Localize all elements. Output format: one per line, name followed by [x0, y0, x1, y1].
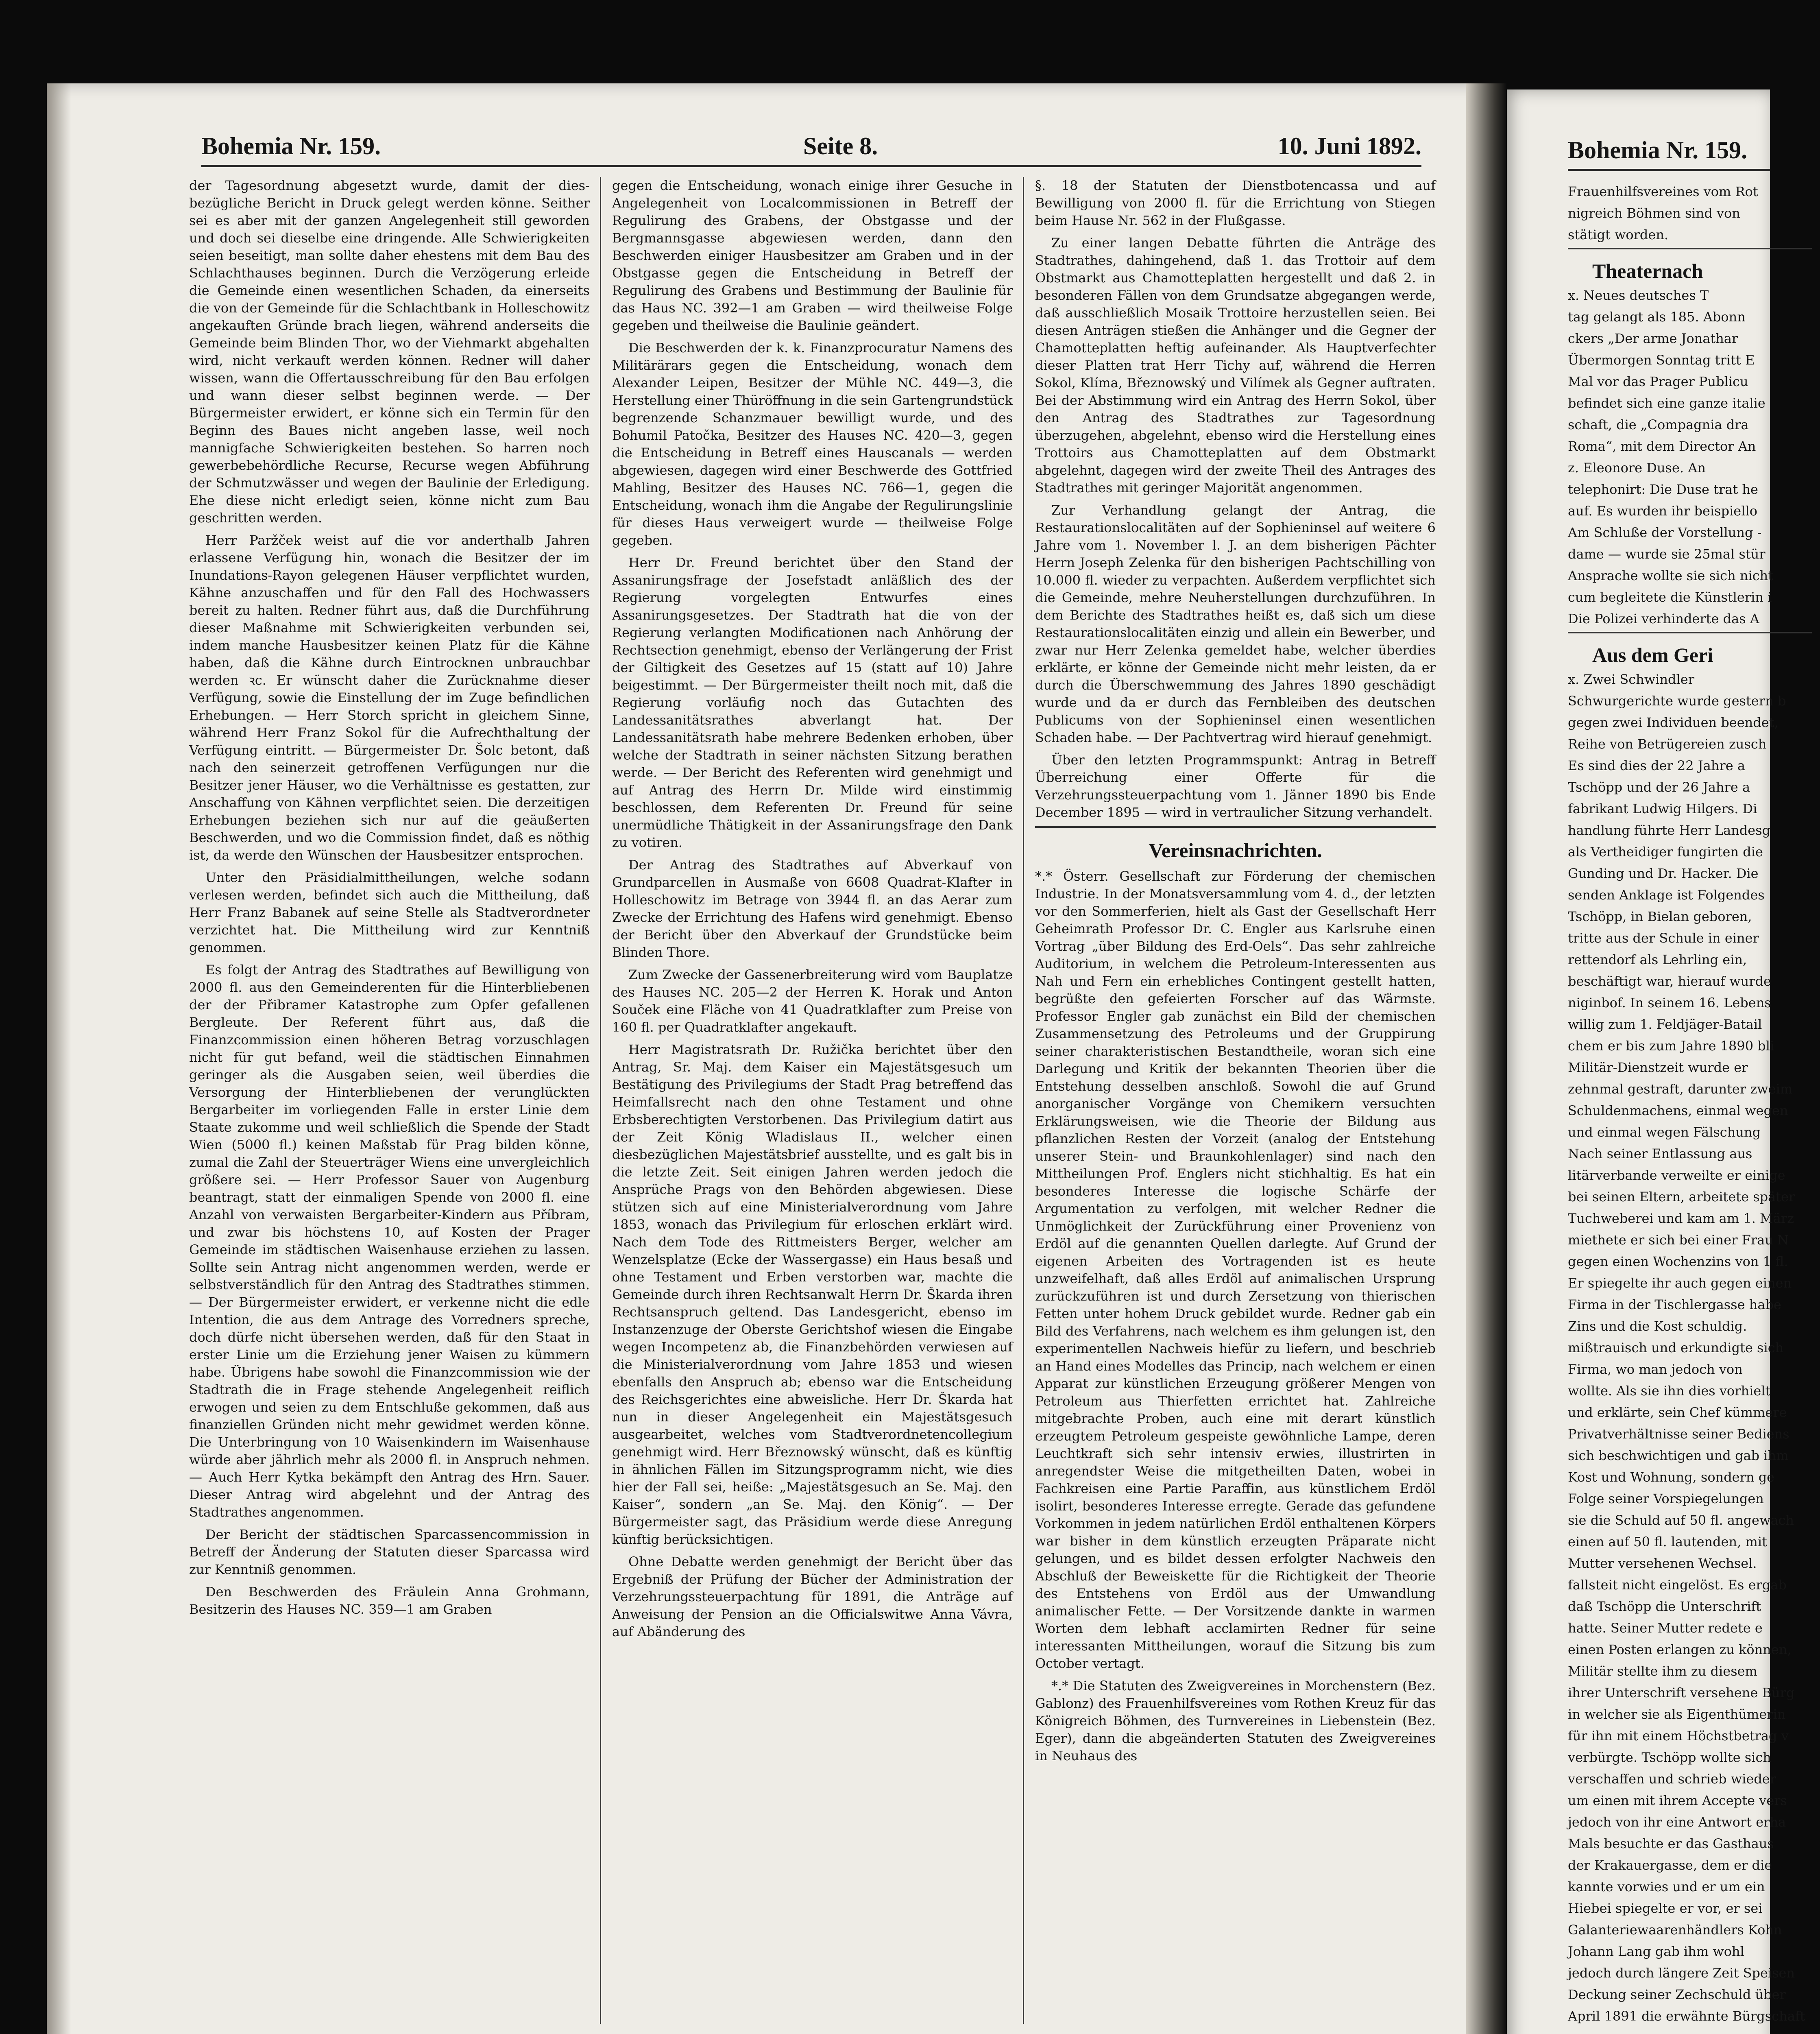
column-paragraph: Der Bericht der städtischen Sparcassencommission in Betreff der Änderung der Statuten dieser Sparcassa wird zur Kenntniß genommen. — [189, 1527, 590, 1577]
text-line: und erklärte, sein Chef kümmere — [1568, 1405, 1787, 1420]
text-line: x. Neues deutsches T — [1568, 288, 1709, 303]
text-line: befindet sich eine ganze italie — [1568, 395, 1766, 411]
text-line: für ihn mit einem Höchstbetrag v — [1568, 1728, 1789, 1744]
column-paragraph: §. 18 der Statuten der Dienstbotencassa und auf Bewilligung von 2000 fl. für die Errichtung von Stiegen beim Hause Nr. 562 in der Flußgasse. — [1035, 178, 1436, 228]
column-paragraph: der Tagesordnung abgesetzt wurde, damit der dies-bezügliche Bericht in Druck gelegt werden könne. Seither sei es aber mit der ganzen Angelegenheit still geworden und doch sei dieselbe eine dringende. Alle Schwierigkeiten seien beseitigt, man sollte daher ehestens mit dem Bau des Schlachthauses beginnen. Durch die Verzögerung erleide die Gemeinde einen wesentlichen Schaden, da einerseits die von der Gemeinde für die Schlachtbank in Holleschowitz angekauften Gründe brach liegen, während anderseits die Gemeinde beim Blinden Thor, wo der Viehmarkt abgehalten wird, nicht verkauft werden können. Redner will daher wissen, wann die Offertausschreibung für den Bau erfolgen und wann dieser selbst beginnen werde. — Der Bürgermeister erwidert, er könne sich ein Termin für den Beginn des Baues nicht angeben lasse, weil noch mannigfache Schwierigkeiten bestehen. So harren noch gewerbebehördliche Recurse, Recurse wegen Abführung der Schmutzwässer und wegen der Baulinie der Erledigung. Ehe diese nicht erledigt seien, könne nicht zum Bau geschritten werden. — [189, 178, 590, 526]
text-line: Zins und die Kost schuldig. — [1568, 1318, 1747, 1334]
text-line: sie die Schuld auf 50 fl. angewach — [1568, 1512, 1794, 1528]
text-line: Mutter versehenen Wechsel. — [1568, 1556, 1757, 1571]
text-line: einen Posten erlangen zu können, — [1568, 1642, 1792, 1657]
column-paragraph: Zum Zwecke der Gassenerbreiterung wird vom Bauplatze des Hauses NC. 205—2 der Herren K. Horak und Anton Souček eine Fläche von 41 Quadratklafter zum Preise von 160 fl. per Quadratklafter angekauft. — [612, 967, 1013, 1035]
text-line: ihrer Unterschrift versehene Bürg — [1568, 1685, 1795, 1700]
text-line: Mals besuchte er das Gasthaus — [1568, 1836, 1774, 1851]
text-line: cum begleitete die Künstlerin i — [1568, 589, 1772, 605]
section-rule — [1568, 632, 1812, 633]
text-line: tag gelangt als 185. Abonn — [1568, 309, 1746, 325]
column-paragraph: gegen die Entscheidung, wonach einige ihrer Gesuche in Angelegenheit von Localcommissionen in Betreff der Regulirung des Grabens, der Obstgasse und der Bergmannsgasse abgewiesen werden, dann den Beschwerden einiger Hausbesitzer am Graben und in der Obstgasse gegen die Entscheidung in Betreff der Regulirung des Grabens und Bestimmung der Baulinie für das Haus NC. 392—1 am Graben — wird theilweise Folge gegeben und theilweise die Baulinie geändert. — [612, 178, 1013, 333]
text-line: Deckung seiner Zechschuld über — [1568, 1987, 1786, 2002]
text-line: telephonirt: Die Duse trat he — [1568, 482, 1758, 497]
text-line: chem er bis zum Jahre 1890 bli — [1568, 1038, 1774, 1054]
column-paragraph: Über den letzten Programmspunkt: Antrag in Betreff Überreichung einer Offerte für die Verzehrungssteuerpachtung vom 1. Jänner 1890 bis Ende December 1895 — wird in vertraulicher Sitzung verhandelt. — [1035, 752, 1436, 820]
right-page-column — [1568, 183, 1820, 2029]
text-line: daß Tschöpp die Unterschrift — [1568, 1599, 1761, 1614]
text-line: Reihe von Betrügereien zusch — [1568, 736, 1767, 752]
text-line: Firma in der Tischlergasse habe — [1568, 1297, 1781, 1312]
text-line: fabrikant Ludwig Hilgers. Di — [1568, 801, 1757, 816]
text-line: litärverbande verweilte er einige — [1568, 1168, 1785, 1183]
column-paragraph: Den Beschwerden des Fräulein Anna Grohmann, Besitzerin des Hauses NC. 359—1 am Graben — [189, 1584, 590, 1617]
text-line: Tschöpp und der 26 Jahre a — [1568, 779, 1750, 795]
column-paragraph: *.* Die Statuten des Zweigvereines in Morchenstern (Bez. Gablonz) des Frauenhilfsvereines vom Rothen Kreuz für das Königreich Böhmen, des Turnvereines in Liebenstein (Bez. Eger), dann die abgeänderten Statuten des Zweigvereines in Neuhaus des — [1035, 1678, 1436, 1763]
header-page-number: Seite 8. — [803, 133, 878, 159]
column-3 — [1035, 177, 1436, 2024]
text-line: Militär stellte ihm zu diesem — [1568, 1663, 1757, 1679]
text-line: tritte aus der Schule in einer — [1568, 930, 1759, 946]
text-line: April 1891 die erwähnte Bürgschaft — [1568, 2008, 1805, 2024]
section-rule — [1568, 248, 1812, 249]
section-title-theaternachrichten: Theaternach — [1592, 260, 1703, 282]
text-line: x. Zwei Schwindler — [1568, 672, 1694, 687]
text-line: nigreich Böhmen sind von — [1568, 205, 1740, 221]
text-line: verbürgte. Tschöpp wollte sich — [1568, 1750, 1771, 1765]
text-line: dame — wurde sie 25mal stür — [1568, 546, 1766, 562]
text-line: gegen zwei Individuen beendet, — [1568, 715, 1779, 730]
text-line: senden Anklage ist Folgendes — [1568, 887, 1765, 903]
text-line: bei seinen Eltern, arbeitete später — [1568, 1189, 1795, 1205]
text-line: Er spiegelte ihr auch gegen einen — [1568, 1275, 1792, 1291]
text-line: fallsteit nicht eingelöst. Es ergab — [1568, 1577, 1787, 1593]
text-line: Schwurgerichte wurde gestern b — [1568, 693, 1786, 709]
section-rule — [1035, 826, 1436, 828]
text-line: Roma“, mit dem Director An — [1568, 439, 1756, 454]
text-line: z. Eleonore Duse. An — [1568, 460, 1706, 476]
header-newspaper-issue: Bohemia Nr. 159. — [201, 133, 381, 159]
column-paragraph: Die Beschwerden der k. k. Finanzprocuratur Namens des Militärärars gegen die Entscheidung, wonach dem Alexander Leipen, Besitzer der Mühle NC. 449—3, die Herstellung einer Thüröffnung in die sein Gartengrundstück begrenzende Schanzmauer bewilligt wurde, und des Bohumil Patočka, Besitzer des Hauses NC. 420—3, gegen die Entscheidung in Betreff eines Hauscanals — werden abgewiesen, dagegen wird einer Beschwerde des Gottfried Mahling, Besitzer des Hauses NC. 766—1, gegen die Entscheidung, wonach ihm die Angabe der Regulirungslinie für dieses Haus verweigert wurde — theilweise Folge gegeben. — [612, 340, 1013, 548]
header-date: 10. Juni 1892. — [1277, 133, 1421, 159]
section-title-vereinsnachrichten: Vereinsnachrichten. — [1149, 839, 1322, 862]
text-line: beschäftigt war, hierauf wurde — [1568, 973, 1771, 989]
text-line: Übermorgen Sonntag tritt E — [1568, 352, 1755, 368]
text-line: Frauenhilfsvereines vom Rot — [1568, 184, 1758, 199]
text-line: in welcher sie als Eigenthümerin — [1568, 1707, 1786, 1722]
text-line: und einmal wegen Fälschung — [1568, 1124, 1761, 1140]
text-line: rettendorf als Lehrling ein, — [1568, 952, 1747, 967]
text-line: verschaffen und schrieb wieder — [1568, 1771, 1776, 1787]
text-line: als Vertheidiger fungirten die — [1568, 844, 1763, 860]
column-paragraph: Es folgt der Antrag des Stadtrathes auf Bewilligung von 2000 fl. aus den Gemeinderenten für die Hinterbliebenen der der Přibramer Katastrophe zum Opfer gefallenen Bergleute. Der Referent führt aus, daß die Finanzcommission einen höheren Betrag vorzuschlagen nicht für gut befand, weil die städtischen Einnahmen geringer als die Ausgaben seien, weil überdies die Versorgung der Hinterbliebenen der verunglückten Bergarbeiter im vorliegenden Falle in erster Linie dem Staate zukomme und weil schließlich die Spende der Stadt Wien (5000 fl.) keinen Maßstab für Prag bilden könne, zumal die Zahl der Steuerträger Wiens eine unvergleichlich größere sei. — Herr Professor Sauer von Augenburg beantragt, statt der einmaligen Spende von 2000 fl. eine Anzahl von verwaisten Bergarbeiter-Kindern aus Příbram, und zwar bis höchstens 10, auf Kosten der Prager Gemeinde im städtischen Waisenhause erziehen zu lassen. Sollte sein Antrag nicht angenommen werden, werde er selbstverständlich für den Antrag des Stadtrathes stimmen. — Der Bürgermeister erwidert, er verkenne nicht die edle Intention, die aus dem Antrage des Vorredners spreche, doch dürfe nicht übersehen werden, daß für den Staat in erster Linie um die Erziehung jener Waisen zu kümmern habe. Übrigens habe sowohl die Finanzcommission wie der Stadtrath die in Frage stehende Angelegenheit reiflich erwogen und seien zu dem Entschluße gekommen, daß aus finanziellen Gründen nicht mehr gewidmet werden könne. Die Unterbringung von 10 Waisenkindern im Waisenhause würde aber jährlich mehr als 2000 fl. in Anspruch nehmen. — Auch Herr Kytka bekämpft den Antrag des Hrn. Sauer. Dieser Antrag wird abgelehnt und der Antrag des Stadtrathes angenommen. — [189, 962, 590, 1520]
text-line: der Krakauergasse, dem er die — [1568, 1857, 1772, 1873]
text-line: niginbof. In seinem 16. Lebens — [1568, 995, 1771, 1010]
text-line: handlung führte Herr Landesg — [1568, 823, 1771, 838]
text-line: hatte. Seiner Mutter redete e — [1568, 1620, 1763, 1636]
right-header-issue: Bohemia Nr. 159. — [1568, 137, 1748, 164]
text-line: Nach seiner Entlassung aus — [1568, 1146, 1752, 1161]
right-newspaper-page — [1507, 89, 1805, 2034]
column-paragraph: Zu einer langen Debatte führten die Anträge des Stadtrathes, dahingehend, daß 1. das Trottoir auf dem Obstmarkt aus Chamotteplatten hergestellt und daß 2. in besonderen Fällen von dem Grundsatze abgegangen werde, daß ausschließlich Mosaik Trottoire herzustellen seien. Bei diesen Anträgen stießen die Anhänger und die Gegner der Chamotteplatten heftig aufeinander. Als Hauptverfechter dieser Platten trat Herr Tichy auf, während die Herren Sokol, Klíma, Březnowský und Vilímek als Gegner auftraten. Bei der Abstimmung wird ein Antrag des Herrn Sokol, über den Antrag des Stadtrathes zur Tagesordnung überzugehen, abgelehnt, ebenso wird die Herstellung eines Trottoirs aus Chamotteplatten auf dem Obstmarkt abgelehnt, dagegen wird der zweite Theil des Antrages des Stadtrathes mit geringer Majorität angenommen. — [1035, 235, 1436, 495]
text-line: wollte. Als sie ihn dies vorhielt — [1568, 1383, 1771, 1399]
column-paragraph: Zur Verhandlung gelangt der Antrag, die Restaurationslocalitäten auf der Sophieninsel auf weitere 6 Jahre vom 1. November l. J. an dem bisherigen Pächter Herrn Joseph Zelenka für den bisherigen Pachtschilling von 10.000 fl. wieder zu verpachten. Außerdem verpflichtet sich die Gemeinde, mehre Neuherstellungen durchzuführen. In dem Berichte des Stadtrathes heißt es, daß sich um diese Restaurationslocalitäten einzig und allein ein Bewerber, und zwar nur Herr Zelenka gemeldet habe, welcher überdies erklärte, er könne der Gemeinde nicht mehr leisten, da er durch die Überschwemmung des Jahres 1890 geschädigt wurde und da er durch das Fernbleiben des deutschen Publicums von der Sophieninsel einen wesentlichen Schaden habe. — Der Pachtvertrag wird hierauf genehmigt. — [1035, 502, 1436, 745]
text-line: Militär-Dienstzeit wurde er — [1568, 1060, 1748, 1075]
text-line: um einen mit ihrem Accepte vers — [1568, 1793, 1787, 1808]
text-line: einen auf 50 fl. lautenden, mit — [1568, 1534, 1767, 1550]
column-paragraph: Herr Dr. Freund berichtet über den Stand der Assanirungsfrage der Josefstadt anläßlich des der Regierung vorgelegten Entwurfes eines Assanirungsgesetzes. Der Stadtrath hat die von der Regierung verlangten Modificationen nach Anhörung der Rechtsection genehmigt, ebenso der Verlängerung der Frist der Giltigkeit des Gesetzes auf 15 (statt auf 10) Jahre beigestimmt. — Der Bürgermeister theilt noch mit, daß die Regierung vorläufig noch das Gutachten des Landessanitätsrathes abverlangt hat. Der Landessanitätsrath habe mehrere Bedenken erhoben, über welche der Stadtrath in seiner nächsten Sitzung berathen werde. — Der Bericht des Referenten wird genehmigt und auf Antrag des Herrn Dr. Milde wird einstimmig beschlossen, dem Referenten Dr. Freund für seine unermüdliche Thätigkeit in der Assanirungsfrage den Dank zu votiren. — [612, 555, 1013, 850]
text-line: ckers „Der arme Jonathar — [1568, 331, 1738, 346]
text-line: schaft, die „Compagnia dra — [1568, 417, 1749, 432]
text-line: Johann Lang gab ihm wohl — [1568, 1944, 1744, 1959]
column-divider — [1023, 177, 1024, 2024]
page-header — [201, 128, 1421, 167]
text-line: Ansprache wollte sie sich nicht — [1568, 568, 1774, 583]
right-page-header — [1568, 132, 1770, 171]
text-line: mißtrauisch und erkundigte sich — [1568, 1340, 1784, 1355]
text-line: Tuchweberei und kam am 1. März — [1568, 1211, 1794, 1226]
text-line: sich beschwichtigen und gab ihm — [1568, 1448, 1789, 1463]
text-line: Es sind dies der 22 Jahre a — [1568, 758, 1745, 773]
column-paragraph: Unter den Präsidialmittheilungen, welche sodann verlesen werden, befindet sich auch die Mittheilung, daß Herr Franz Babanek auf seine Stelle als Stadtverordneter verzichtet hat. Die Mittheilung wird zur Kenntniß genommen. — [189, 870, 590, 955]
section-title-gericht: Aus dem Geri — [1592, 644, 1713, 666]
column-paragraph: *.* Österr. Gesellschaft zur Förderung der chemischen Industrie. In der Monatsversammlung vom 4. d., der letzten vor den Sommerferien, hielt als Gast der Gesellschaft Herr Geheimrath Professor Dr. C. Engler aus Karlsruhe einen Vortrag „über Bildung des Erd-Oels“. Das sehr zahlreiche Auditorium, in welchem die Petroleum-Interessenten aus Nah und Fern ein erhebliches Contingent gestellt hatten, begrüßte den gefeierten Forscher auf das Wärmste. Professor Engler gab zunächst ein Bild der chemischen Zusammensetzung des Petroleums und der Gruppirung seiner charakteristischen Bestandtheile, woran sich eine Darlegung und Kritik der bekannten Theorien über die Entstehung desselben anschloß. Sowohl die auf Grund anorganischer Vorgänge von Chemikern versuchten Erklärungsweisen, wie die Theorie der Bildung aus pflanzlichen Resten der Vorzeit (analog der Entstehung unserer Stein- und Braunkohlenlager) sind nach den Mittheilungen Prof. Englers nicht stichhaltig. Es hat ein besonderes Interesse die logische Schärfe der Argumentation zu verfolgen, mit welcher Redner die Unmöglichkeit der Zurückführung einer Provenienz von Erdöl auf die genannten Quellen darlegte. Auf Grund der eigenen Arbeiten des Vortragenden ist es heute unzweifelhaft, daß alles Erdöl auf animalischen Ursprung zurückzuführen ist und durch Zersetzung von thierischen Fetten unter hohem Druck gebildet wurde. Redner gab ein Bild des Verfahrens, nach welchem es ihm gelungen ist, den experimentellen Nachweis hiefür zu liefern, und beschrieb an Hand eines Modelles das Princip, nach welchem er einen Apparat zur künstlichen Erzeugung größerer Mengen von Petroleum aus Thierfetten errichtet hat. Zahlreiche mitgebrachte Proben, auch eine mit derart künstlich erzeugtem Petroleum gespeiste gewöhnliche Lampe, deren Leuchtkraft sich sehr intensiv erwies, illustrirten in anregendster Weise die mitgetheilten Daten, wobei in Fachkreisen eine Partie Paraffin, aus künstlichem Erdöl isolirt, besonderes Interesse erregte. Gerade das gefundene Vorkommen in jedem natürlichen Erdöl enthaltenen Körpers war bisher in dem künstlich erzeugten Präparate nicht gelungen, und es bildet dessen erfolgter Nachweis den Abschluß der Beweiskette für die Richtigkeit der Theorie des Entstehens von Erdöl aus der Umwandlung animalischer Fette. — Der Vorsitzende dankte in warmen Worten dem lebhaft acclamirten Redner für seine interessanten Mittheilungen, worauf die Sitzung bis zum October vertagt. — [1035, 869, 1436, 1671]
column-paragraph: Herr Magistratsrath Dr. Ružička berichtet über den Antrag, Sr. Maj. dem Kaiser ein Majestätsgesuch um Bestätigung des Privilegiums der Stadt Prag betreffend das Heimfallsrecht nach den ohne Testament und ohne Erbsberechtigten Verstorbenen. Das Privilegium datirt aus der Zeit König Wladislaus II., welcher einen diesbezüglichen Majestätsbrief ausstellte, und es galt bis in die letzte Zeit. Seit einigen Jahren werden jedoch die Ansprüche Prags von den Behörden abgewiesen. Diese stützen sich auf eine Ministerialverordnung vom Jahre 1853, wonach das Privilegium für erloschen erklärt wird. Nach dem Tode des Rittmeisters Berger, welcher am Wenzelsplatze (Ecke der Wassergasse) ein Haus besaß und ohne Testament und Erben verstorben war, machte die Gemeinde durch ihren Rechtsanwalt Herrn Dr. Škarda ihren Rechtsanspruch geltend. Das Landesgericht, ebenso im Instanzenzuge der Oberste Gerichtshof wiesen die Eingabe wegen Incompetenz ab, die Finanzbehörden verwiesen auf die Ministerialverordnung vom Jahre 1853 und wiesen ebenfalls den Anspruch ab; ebenso war die Entscheidung des Reichsgerichtes eine abweisliche. Herr Dr. Škarda hat nun in dieser Angelegenheit ein Majestätsgesuch ausgearbeitet, welches vom Stadtverordnetencollegium genehmigt wird. Herr Březnowský wünscht, daß es künftig in ähnlichen Fällen im Sitzungsprogramm nicht, wie dies hier der Fall sei, heiße: „Majestätsgesuch an Se. Maj. den Kaiser“, sondern „an Se. Maj. den König“. — Der Bürgermeister sagt, das Präsidium werde diese Anregung künftig berücksichtigen. — [612, 1042, 1013, 1547]
text-line: Am Schluße der Vorstellung - — [1568, 525, 1762, 540]
column-1 — [189, 177, 590, 2024]
text-line: Die Polizei verhinderte das A — [1568, 611, 1759, 626]
column-paragraph: Herr Paržček weist auf die vor anderthalb Jahren erlassene Verfügung hin, wonach die Besitzer der im Inundations-Rayon gelegenen Häuser verpflichtet wurden, Kähne anzuschaffen und für den Fall des Hochwassers bereit zu halten. Redner führt aus, daß die Durchführung dieser Maßnahme mit Schwierigkeiten verbunden sei, indem manche Hausbesitzer keinen Platz für die Kähne haben, daß die Kähne durch Eintrocknen unbrauchbar werden ꝛc. Er wünscht daher die Zurücknahme dieser Verfügung, sowie die Einstellung der im Zuge befindlichen Erhebungen. — Herr Storch spricht in gleichem Sinne, während Herr Franz Sokol für die Aufrechthaltung der Verfügung eintritt. — Bürgermeister Dr. Šolc betont, daß nach den seinerzeit getroffenen Verfügungen nur die Besitzer jener Häuser, wo die Verhältnisse es gestatten, zur Anschaffung von Kähnen verpflichtet seien. Die derzeitigen Erhebungen beziehen sich nur auf die geäußerten Beschwerden, und wo die Commission findet, daß es nöthig ist, da werde den Wünschen der Hausbesitzer entsprochen. — [189, 533, 590, 863]
text-line: stätigt worden. — [1568, 227, 1669, 242]
text-line: zehnmal gestraft, darunter zweim — [1568, 1081, 1793, 1097]
text-line: kannte vorwies und er um ein — [1568, 1879, 1765, 1894]
text-line: Tschöpp, in Bielan geboren, — [1568, 909, 1752, 924]
text-line: Schuldenmachens, einmal wegen — [1568, 1103, 1788, 1118]
text-line: auf. Es wurden ihr beispiello — [1568, 503, 1757, 519]
text-line: Gunding und Dr. Hacker. Die — [1568, 866, 1759, 881]
column-2 — [612, 177, 1013, 2024]
text-line: Hiebei spiegelte er vor, er sei — [1568, 1901, 1763, 1916]
column-divider — [600, 177, 601, 2024]
text-line: Privatverhältnisse seiner Bediens — [1568, 1426, 1789, 1442]
text-line: Galanteriewaarenhändlers Kohn — [1568, 1922, 1782, 1938]
text-line: Firma, wo man jedoch von — [1568, 1362, 1743, 1377]
text-line: willig zum 1. Feldjäger-Batail — [1568, 1017, 1762, 1032]
left-page-content — [47, 83, 1491, 2034]
text-line: jedoch von ihr eine Antwort erha — [1568, 1814, 1786, 1830]
text-line: Mal vor das Prager Publicu — [1568, 374, 1748, 389]
text-line: Kost und Wohnung, sondern ge — [1568, 1469, 1775, 1485]
text-line: jedoch durch längere Zeit Speisen — [1568, 1965, 1795, 1981]
text-line: gegen einen Wochenzins von 1 fl. — [1568, 1254, 1788, 1269]
text-line: Folge seiner Vorspiegelungen — [1568, 1491, 1764, 1506]
column-paragraph: Ohne Debatte werden genehmigt der Bericht über das Ergebniß der Prüfung der Bücher der Administration der Verzehrungssteuerpachtung für 1891, die Anträge auf Anweisung der Pension an die Officialswitwe Anna Vávra, auf Abänderung des — [612, 1554, 1013, 1639]
column-paragraph: Der Antrag des Stadtrathes auf Abverkauf von Grundparcellen in Ausmaße von 6608 Quadrat-Klafter in Holleschowitz im Betrage von 3944 fl. an das Aerar zum Zwecke der Errichtung des Hafens wird genehmigt. Ebenso der Bericht über den Abverkauf der Grundstücke beim Blinden Thore. — [612, 857, 1013, 960]
text-line: miethete er sich bei einer Frau N — [1568, 1232, 1789, 1248]
